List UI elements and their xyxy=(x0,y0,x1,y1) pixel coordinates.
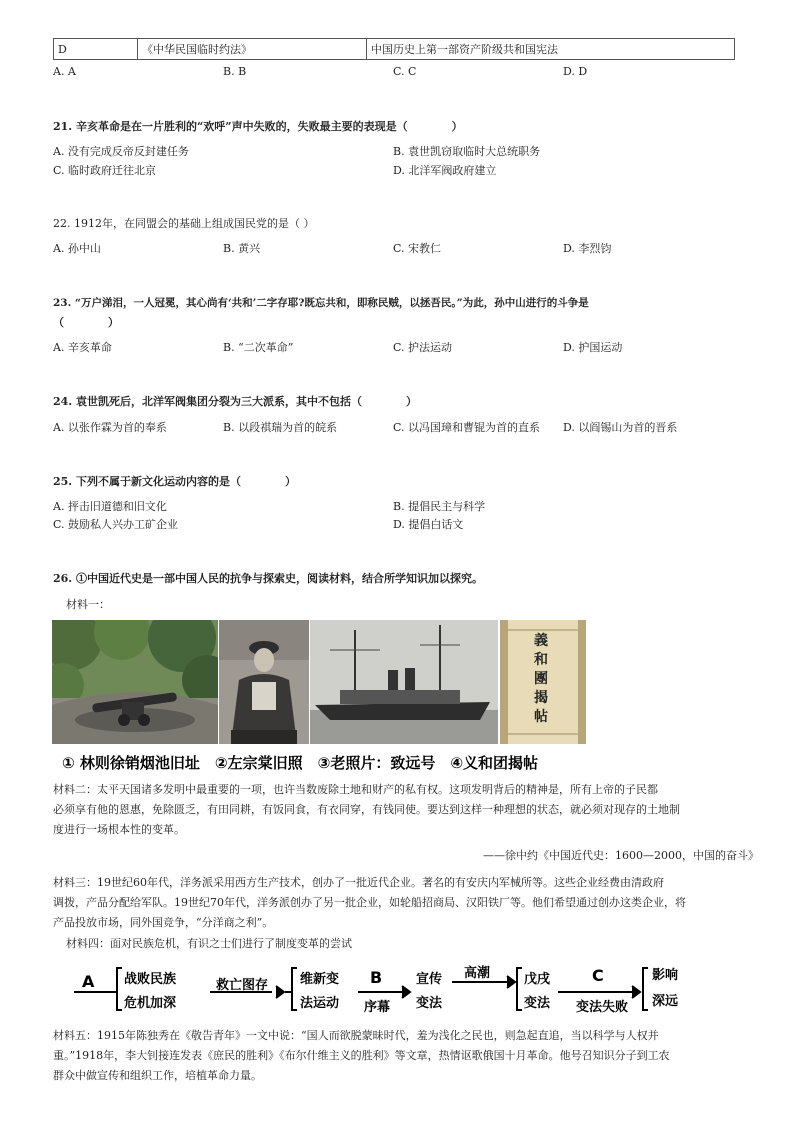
table-cell: 《中华民国临时约法》 xyxy=(138,39,367,60)
flow-blank-b: B xyxy=(370,968,383,987)
option: A. 以张作霖为首的奉系 xyxy=(53,421,167,434)
material-3-line: 材料三：19世纪60年代，洋务派采用西方生产技术，创办了一批近代企业。著名的有安庆内军械所等。这些企业经费由清政府 xyxy=(53,876,664,889)
question-21: 21. 辛亥革命是在一片胜利的“欢呼”声中失败的，失败最主要的表现是（ ） xyxy=(53,120,463,133)
table-cell: 中国历史上第一部资产阶级共和国宪法 xyxy=(367,39,735,60)
reform-flow-diagram xyxy=(52,958,742,1018)
photo-caption: ① 林则徐销烟池旧址 ②左宗棠旧照 ③老照片：致远号 ④义和团揭帖 xyxy=(62,754,539,772)
cannon-photo xyxy=(52,620,218,744)
flow-node: 深远 xyxy=(652,994,679,1009)
option: C. 以冯国璋和曹锟为首的直系 xyxy=(393,421,541,434)
option: D. 护国运动 xyxy=(563,341,623,354)
option: B. B xyxy=(223,65,247,78)
table-cell: D xyxy=(54,39,138,60)
option: B. 黄兴 xyxy=(223,242,261,255)
option: C. 临时政府迁往北京 xyxy=(53,164,157,177)
option: B. 以段祺瑞为首的皖系 xyxy=(223,421,338,434)
material-2-line: 必须享有他的恩惠，免除匮乏，有田同耕，有饭同食，有衣同穿，有钱同使。要达到这样一种理想的状态，就必须对现存的土地制 xyxy=(53,803,680,816)
option: D. 以阎锡山为首的晋系 xyxy=(563,421,678,434)
material-2-line: 材料二：太平天国诸多发明中最重要的一项，也许当数废除土地和财产的私有权。这项发明背后的精神是，所有上帝的子民都 xyxy=(53,783,658,796)
material-5-line: 重。”1918年，李大钊接连发表《庶民的胜利》《布尔什维主义的胜利》等文章，热情讴歌俄国十月革命。他号召知识分子到工农 xyxy=(53,1049,670,1062)
boxer-poster xyxy=(500,620,586,744)
option: B. 提倡民主与科学 xyxy=(393,500,486,513)
option: A. 孙中山 xyxy=(53,242,101,255)
material-1-label: 材料一： xyxy=(66,598,110,611)
option: D. D xyxy=(563,65,588,78)
option: D. 提倡白话文 xyxy=(393,518,464,531)
flow-node: 变法失败 xyxy=(576,1000,629,1015)
poster-text: 義和團揭帖 xyxy=(534,633,548,725)
option: C. 宋教仁 xyxy=(393,242,442,255)
answer-table xyxy=(53,38,735,60)
option: A. 没有完成反帝反封建任务 xyxy=(53,145,189,158)
option: B. “二次革命” xyxy=(223,341,294,354)
material-2-line: 度进行一场根本性的变革。 xyxy=(53,823,185,836)
flow-node: 危机加深 xyxy=(124,996,177,1011)
flow-node: 变法 xyxy=(416,996,443,1011)
option: C. C xyxy=(393,65,417,78)
question-23-blank: （ ） xyxy=(53,316,119,329)
flow-node: 戊戌 xyxy=(524,972,551,987)
flow-blank-a: A xyxy=(82,972,95,991)
flow-node: 变法 xyxy=(524,996,551,1011)
option: A. A xyxy=(53,65,76,78)
portrait-photo xyxy=(219,620,309,744)
question-22: 22. 1912年，在同盟会的基础上组成国民党的是（ ） xyxy=(53,217,315,230)
material-2-source: ——徐中约《中国近代史：1600—2000，中国的奋斗》 xyxy=(483,849,759,862)
flow-node: 法运动 xyxy=(300,996,340,1011)
question-26: 26. ①中国近代史是一部中国人民的抗争与探索史，阅读材料，结合所学知识加以探究。 xyxy=(53,572,483,585)
option: B. 袁世凯窃取临时大总统职务 xyxy=(393,145,541,158)
material-4: 材料四：面对民族危机，有识之士们进行了制度变革的尝试 xyxy=(66,937,352,950)
option: C. 鼓励私人兴办工矿企业 xyxy=(53,518,179,531)
flow-node: 救亡图存 xyxy=(216,978,269,993)
option: A. 抨击旧道德和旧文化 xyxy=(53,500,167,513)
option: D. 北洋军阀政府建立 xyxy=(393,164,497,177)
flow-node: 序幕 xyxy=(364,1000,391,1015)
flow-blank-c: C xyxy=(592,966,604,985)
flow-node: 影响 xyxy=(652,968,679,983)
material-5-line: 材料五：1915年陈独秀在《敬告青年》一文中说：“国人而欲脱蒙昧时代，羞为浅化之民也，则急起直追，当以科学与人权并 xyxy=(53,1029,659,1042)
material-3-line: 调拨，产品分配给军队。19世纪70年代，洋务派创办了另一批企业，如轮船招商局、汉阳铁厂等。他们希望通过创办这类企业，将 xyxy=(53,896,686,909)
option: A. 辛亥革命 xyxy=(53,341,112,354)
flow-node: 高潮 xyxy=(464,966,491,981)
option: C. 护法运动 xyxy=(393,341,453,354)
flow-node: 战败民族 xyxy=(124,972,177,987)
question-24: 24. 袁世凯死后，北洋军阀集团分裂为三大派系，其中不包括（ ） xyxy=(53,395,417,408)
material-5-line: 群众中做宣传和组织工作，培植革命力量。 xyxy=(53,1069,262,1082)
option: D. 李烈钧 xyxy=(563,242,612,255)
material-3-line: 产品投放市场，同外国竞争，“分洋商之利”。 xyxy=(53,916,274,929)
ship-photo xyxy=(310,620,498,744)
flow-node: 维新变 xyxy=(300,972,340,987)
question-25: 25. 下列不属于新文化运动内容的是（ ） xyxy=(53,475,296,488)
question-23: 23. “万户涕泪，一人冠冕，其心尚有‘共和’二字存耶?既忘共和，即称民贼，以拯吾民。”为此，孙中山进行的斗争是 xyxy=(53,297,589,309)
flow-node: 宣传 xyxy=(416,972,443,987)
